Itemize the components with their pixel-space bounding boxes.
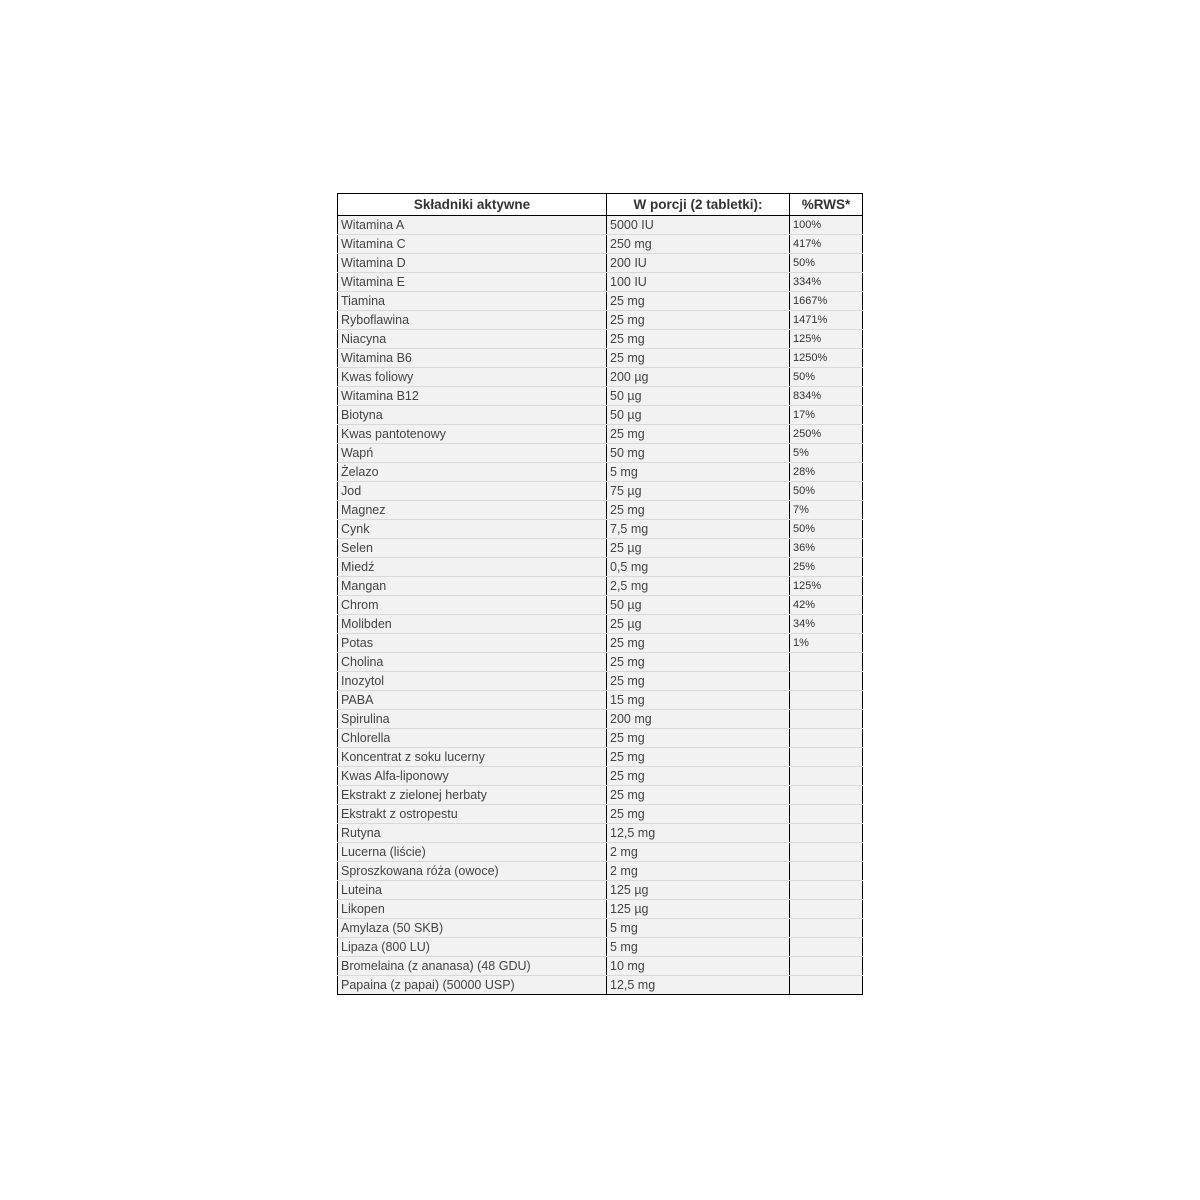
ingredient-cell: Chrom — [338, 596, 607, 615]
serving-cell: 50 µg — [607, 406, 790, 425]
ingredient-cell: Bromelaina (z ananasa) (48 GDU) — [338, 957, 607, 976]
serving-cell: 2,5 mg — [607, 577, 790, 596]
serving-cell: 50 µg — [607, 387, 790, 406]
ingredient-cell: Potas — [338, 634, 607, 653]
serving-cell: 12,5 mg — [607, 976, 790, 995]
serving-cell: 25 mg — [607, 767, 790, 786]
rws-cell: 334% — [790, 273, 863, 292]
ingredient-cell: Cynk — [338, 520, 607, 539]
serving-cell: 125 µg — [607, 900, 790, 919]
rws-cell — [790, 919, 863, 938]
ingredient-cell: Amylaza (50 SKB) — [338, 919, 607, 938]
serving-cell: 25 mg — [607, 425, 790, 444]
ingredient-cell: Witamina A — [338, 216, 607, 235]
ingredient-cell: Żelazo — [338, 463, 607, 482]
serving-cell: 25 mg — [607, 292, 790, 311]
serving-cell: 200 IU — [607, 254, 790, 273]
serving-cell: 50 mg — [607, 444, 790, 463]
serving-cell: 25 mg — [607, 653, 790, 672]
ingredient-cell: Papaina (z papai) (50000 USP) — [338, 976, 607, 995]
table-row — [338, 330, 863, 349]
ingredient-cell: Ryboflawina — [338, 311, 607, 330]
rws-cell: 1667% — [790, 292, 863, 311]
table-row — [338, 919, 863, 938]
ingredient-cell: Biotyna — [338, 406, 607, 425]
serving-cell: 200 µg — [607, 368, 790, 387]
table-body — [338, 216, 863, 995]
serving-cell: 25 mg — [607, 748, 790, 767]
rws-cell — [790, 824, 863, 843]
rws-cell: 1471% — [790, 311, 863, 330]
serving-cell: 15 mg — [607, 691, 790, 710]
serving-cell: 25 mg — [607, 634, 790, 653]
serving-cell: 25 mg — [607, 729, 790, 748]
table-row — [338, 501, 863, 520]
table-row — [338, 729, 863, 748]
rws-cell — [790, 900, 863, 919]
table-row — [338, 558, 863, 577]
ingredient-cell: Selen — [338, 539, 607, 558]
table-row — [338, 615, 863, 634]
rws-cell — [790, 805, 863, 824]
table-row — [338, 881, 863, 900]
rws-cell: 50% — [790, 254, 863, 273]
table-row — [338, 387, 863, 406]
rws-cell — [790, 862, 863, 881]
table-row — [338, 463, 863, 482]
serving-cell: 5 mg — [607, 463, 790, 482]
ingredient-cell: Luteina — [338, 881, 607, 900]
table-row — [338, 634, 863, 653]
serving-cell: 5 mg — [607, 938, 790, 957]
rws-cell: 25% — [790, 558, 863, 577]
table-row — [338, 368, 863, 387]
table-row — [338, 596, 863, 615]
serving-cell: 12,5 mg — [607, 824, 790, 843]
serving-cell: 100 IU — [607, 273, 790, 292]
rws-cell: 34% — [790, 615, 863, 634]
ingredient-cell: PABA — [338, 691, 607, 710]
table-row — [338, 406, 863, 425]
table-row — [338, 425, 863, 444]
rws-cell: 250% — [790, 425, 863, 444]
table-row — [338, 767, 863, 786]
rws-cell: 100% — [790, 216, 863, 235]
serving-cell: 7,5 mg — [607, 520, 790, 539]
ingredient-cell: Witamina B12 — [338, 387, 607, 406]
nutrition-table — [337, 193, 863, 995]
rws-cell: 42% — [790, 596, 863, 615]
rws-cell — [790, 881, 863, 900]
serving-cell: 25 mg — [607, 311, 790, 330]
ingredient-cell: Sproszkowana róża (owoce) — [338, 862, 607, 881]
rws-cell — [790, 843, 863, 862]
table-row — [338, 824, 863, 843]
table-row — [338, 482, 863, 501]
rws-cell: 1% — [790, 634, 863, 653]
rws-cell: 36% — [790, 539, 863, 558]
table-row — [338, 786, 863, 805]
table-row — [338, 843, 863, 862]
serving-cell: 25 mg — [607, 501, 790, 520]
table-row — [338, 444, 863, 463]
serving-cell: 5000 IU — [607, 216, 790, 235]
ingredient-cell: Koncentrat z soku lucerny — [338, 748, 607, 767]
ingredient-cell: Mangan — [338, 577, 607, 596]
serving-cell: 0,5 mg — [607, 558, 790, 577]
rws-cell — [790, 672, 863, 691]
ingredient-cell: Spirulina — [338, 710, 607, 729]
rws-cell: 834% — [790, 387, 863, 406]
serving-cell: 25 mg — [607, 330, 790, 349]
table-row — [338, 653, 863, 672]
ingredient-cell: Rutyna — [338, 824, 607, 843]
serving-cell: 125 µg — [607, 881, 790, 900]
ingredient-cell: Chlorella — [338, 729, 607, 748]
ingredient-cell: Ekstrakt z ostropestu — [338, 805, 607, 824]
table-row — [338, 216, 863, 235]
ingredient-cell: Witamina C — [338, 235, 607, 254]
table-row — [338, 691, 863, 710]
rws-cell — [790, 710, 863, 729]
ingredient-cell: Molibden — [338, 615, 607, 634]
table-row — [338, 710, 863, 729]
ingredient-cell: Inozytol — [338, 672, 607, 691]
ingredient-cell: Witamina B6 — [338, 349, 607, 368]
rws-cell — [790, 786, 863, 805]
table-row — [338, 520, 863, 539]
table-row — [338, 577, 863, 596]
ingredient-cell: Lucerna (liście) — [338, 843, 607, 862]
ingredient-cell: Witamina E — [338, 273, 607, 292]
rws-cell: 50% — [790, 520, 863, 539]
rws-cell: 417% — [790, 235, 863, 254]
ingredient-cell: Kwas Alfa-liponowy — [338, 767, 607, 786]
table-row — [338, 235, 863, 254]
ingredient-cell: Lipaza (800 LU) — [338, 938, 607, 957]
serving-cell: 10 mg — [607, 957, 790, 976]
table-row — [338, 273, 863, 292]
table-row — [338, 311, 863, 330]
serving-cell: 2 mg — [607, 843, 790, 862]
serving-cell: 25 µg — [607, 539, 790, 558]
serving-cell: 75 µg — [607, 482, 790, 501]
ingredient-cell: Kwas pantotenowy — [338, 425, 607, 444]
serving-cell: 5 mg — [607, 919, 790, 938]
ingredient-cell: Wapń — [338, 444, 607, 463]
serving-cell: 25 mg — [607, 786, 790, 805]
table-row — [338, 254, 863, 273]
rws-cell: 125% — [790, 330, 863, 349]
rws-cell — [790, 691, 863, 710]
header-serving: W porcji (2 tabletki): — [607, 194, 790, 216]
table-row — [338, 862, 863, 881]
table-row — [338, 672, 863, 691]
rws-cell: 28% — [790, 463, 863, 482]
serving-cell: 25 mg — [607, 349, 790, 368]
table-row — [338, 805, 863, 824]
ingredient-cell: Tiamina — [338, 292, 607, 311]
serving-cell: 250 mg — [607, 235, 790, 254]
table-row — [338, 900, 863, 919]
rws-cell: 17% — [790, 406, 863, 425]
ingredient-cell: Ekstrakt z zielonej herbaty — [338, 786, 607, 805]
rws-cell — [790, 767, 863, 786]
nutrition-table-container — [337, 193, 862, 995]
rws-cell: 50% — [790, 482, 863, 501]
rws-cell — [790, 957, 863, 976]
serving-cell: 25 mg — [607, 672, 790, 691]
serving-cell: 2 mg — [607, 862, 790, 881]
table-row — [338, 539, 863, 558]
rws-cell: 7% — [790, 501, 863, 520]
rws-cell: 5% — [790, 444, 863, 463]
ingredient-cell: Jod — [338, 482, 607, 501]
rws-cell: 125% — [790, 577, 863, 596]
header-ingredient: Składniki aktywne — [338, 194, 607, 216]
table-row — [338, 748, 863, 767]
table-row — [338, 292, 863, 311]
rws-cell: 1250% — [790, 349, 863, 368]
rws-cell: 50% — [790, 368, 863, 387]
rws-cell — [790, 729, 863, 748]
rws-cell — [790, 938, 863, 957]
serving-cell: 200 mg — [607, 710, 790, 729]
ingredient-cell: Niacyna — [338, 330, 607, 349]
table-row — [338, 938, 863, 957]
table-header-row — [338, 194, 863, 216]
table-row — [338, 976, 863, 995]
table-row — [338, 349, 863, 368]
serving-cell: 50 µg — [607, 596, 790, 615]
ingredient-cell: Kwas foliowy — [338, 368, 607, 387]
rws-cell — [790, 748, 863, 767]
rws-cell — [790, 653, 863, 672]
ingredient-cell: Cholina — [338, 653, 607, 672]
header-rws: %RWS* — [790, 194, 863, 216]
serving-cell: 25 mg — [607, 805, 790, 824]
serving-cell: 25 µg — [607, 615, 790, 634]
table-row — [338, 957, 863, 976]
ingredient-cell: Likopen — [338, 900, 607, 919]
ingredient-cell: Witamina D — [338, 254, 607, 273]
rws-cell — [790, 976, 863, 995]
ingredient-cell: Magnez — [338, 501, 607, 520]
ingredient-cell: Miedź — [338, 558, 607, 577]
